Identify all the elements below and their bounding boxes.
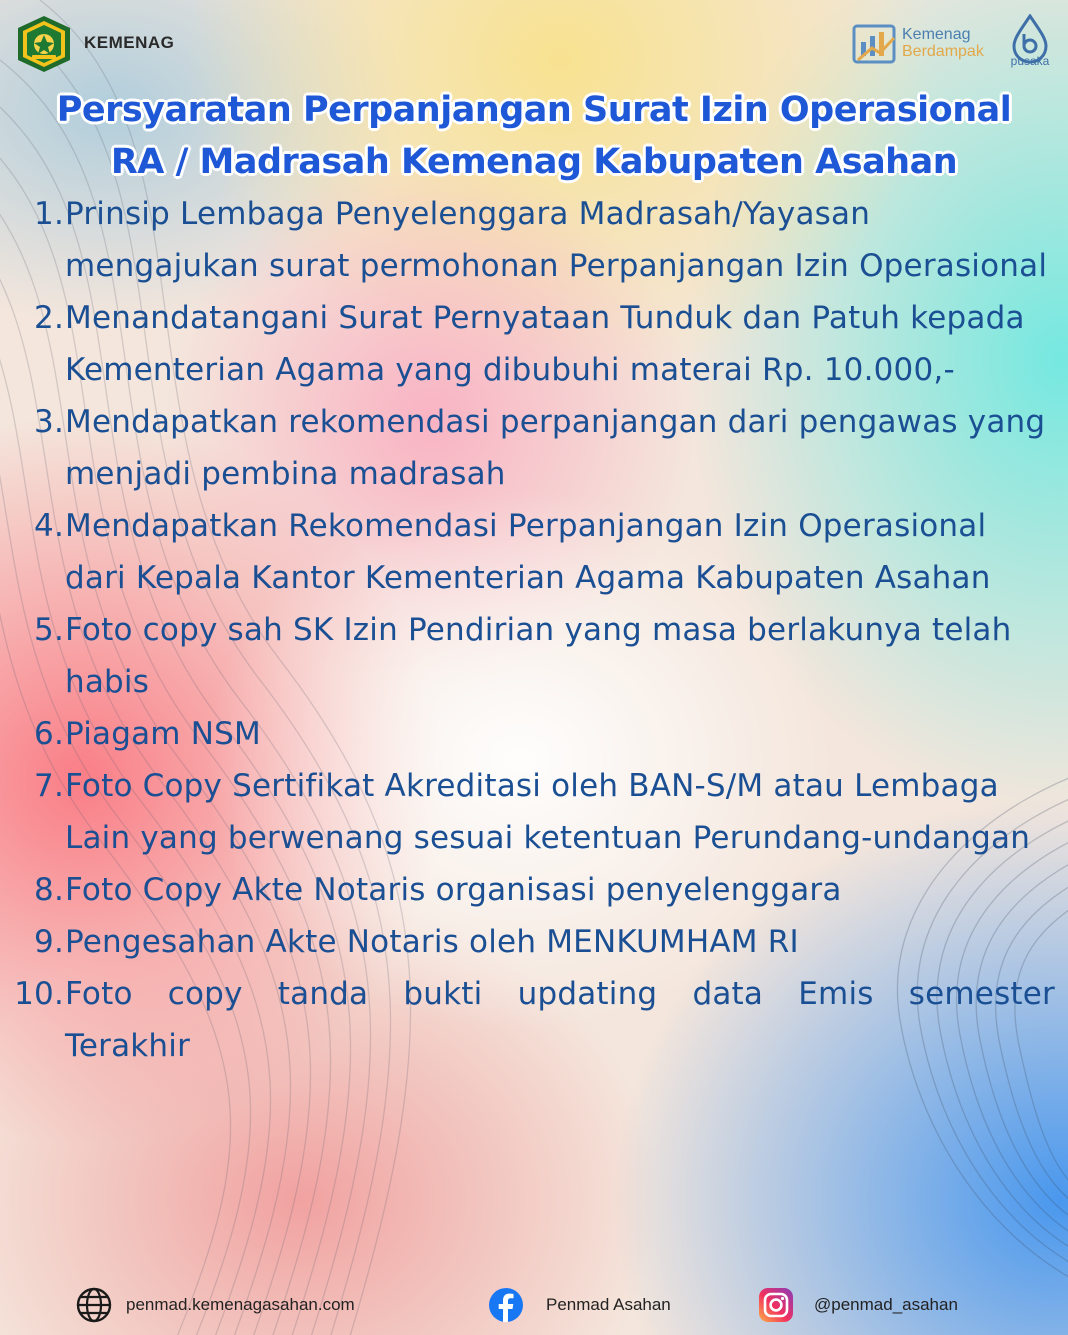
- requirement-text: Pengesahan Akte Notaris oleh MENKUMHAM RI: [65, 924, 799, 960]
- requirement-text: Foto copy sah SK Izin Pendirian yang masa berlakunya telah habis: [65, 612, 1012, 700]
- kemenag-brand-name: KEMENAG: [84, 33, 175, 52]
- footer-facebook[interactable]: [488, 1283, 671, 1327]
- requirement-item-3: [0, 396, 1068, 500]
- requirement-text: Foto Copy Sertifikat Akreditasi oleh BAN-S/M atau Lembaga Lain yang berwenang sesuai ketentuan Perundang-undangan: [65, 768, 1031, 856]
- requirement-number: 7.: [34, 768, 64, 804]
- requirement-text-line-1: Foto copy tanda bukti updating data Emis semester: [65, 976, 1055, 1012]
- kemenag-emblem-icon: [14, 14, 74, 74]
- globe-icon: [76, 1287, 112, 1323]
- requirement-number: 1.: [34, 196, 64, 232]
- requirement-number: 4.: [34, 508, 64, 544]
- facebook-page-name[interactable]: Penmad Asahan: [546, 1295, 671, 1314]
- requirement-item-10: [0, 968, 1068, 1072]
- requirement-text: Piagam NSM: [65, 716, 261, 752]
- requirement-item-4: [0, 500, 1068, 604]
- instagram-handle[interactable]: @penmad_asahan: [814, 1295, 958, 1314]
- header: [0, 0, 1068, 80]
- requirement-number: 10.: [14, 976, 64, 1012]
- title-line-2: RA / Madrasah Kemenag Kabupaten Asahan: [110, 142, 958, 182]
- requirement-number: 5.: [34, 612, 64, 648]
- requirement-item-8: [0, 864, 1068, 916]
- facebook-icon: [488, 1287, 524, 1323]
- requirement-item-9: [0, 916, 1068, 968]
- requirement-text: Foto Copy Akte Notaris organisasi penyelenggara: [65, 872, 842, 908]
- requirement-item-6: [0, 708, 1068, 760]
- requirement-text: [65, 968, 1055, 1072]
- requirement-text: Mendapatkan Rekomendasi Perpanjangan Izin Operasional dari Kepala Kantor Kementerian Agama Kabupaten Asahan: [65, 508, 991, 596]
- requirement-item-2: [0, 292, 1068, 396]
- website-url[interactable]: penmad.kemenagasahan.com: [126, 1295, 355, 1314]
- requirement-text: Menandatangani Surat Pernyataan Tunduk dan Patuh kepada Kementerian Agama yang dibubuhi materai Rp. 10.000,-: [65, 300, 1025, 388]
- requirement-number: 6.: [34, 716, 64, 752]
- page-title: [0, 84, 1068, 188]
- pusaka-wordmark: pusaka: [1010, 54, 1050, 68]
- requirements-list: [0, 188, 1068, 1072]
- requirement-number: 8.: [34, 872, 64, 908]
- instagram-icon: [758, 1287, 794, 1323]
- kemenag-berdampak-logo-icon: [852, 20, 898, 68]
- requirement-number: 9.: [34, 924, 64, 960]
- requirement-text: Mendapatkan rekomendasi perpanjangan dari pengawas yang menjadi pembina madrasah: [65, 404, 1046, 492]
- requirement-number: 3.: [34, 404, 64, 440]
- requirement-item-1: [0, 188, 1068, 292]
- kemenag-berdampak-wordmark: [902, 26, 984, 60]
- footer: [0, 1283, 1068, 1327]
- requirement-item-7: [0, 760, 1068, 864]
- requirement-text: Prinsip Lembaga Penyelenggara Madrasah/Yayasan mengajukan surat permohonan Perpanjangan Izin Operasional: [65, 196, 1048, 284]
- requirement-number: 2.: [34, 300, 64, 336]
- berdampak-line1: Kemenag: [902, 26, 971, 43]
- berdampak-line2: Berdampak: [902, 43, 984, 60]
- footer-instagram[interactable]: [758, 1283, 958, 1327]
- footer-website[interactable]: [76, 1283, 355, 1327]
- requirement-item-5: [0, 604, 1068, 708]
- title-line-1: Persyaratan Perpanjangan Surat Izin Operasional: [56, 90, 1012, 130]
- requirement-text-line-2: Terakhir: [65, 1028, 191, 1064]
